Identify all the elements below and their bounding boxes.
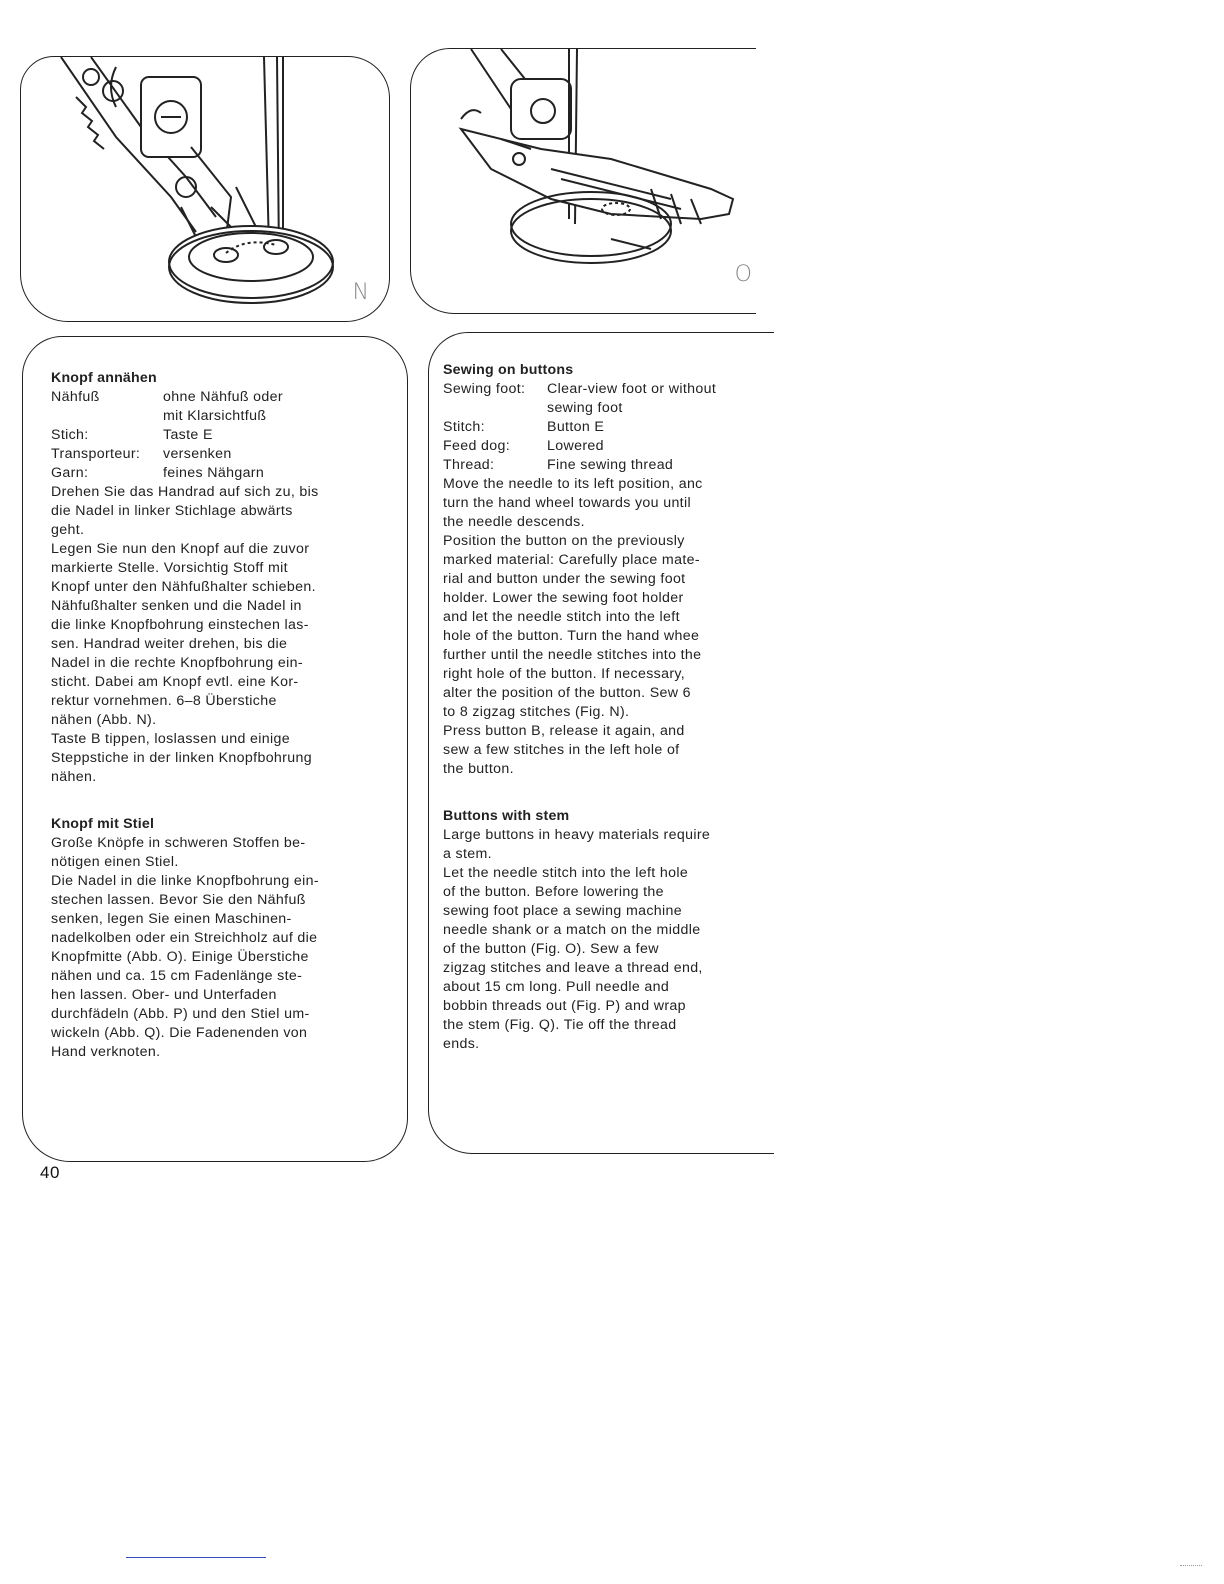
text-line: Let the needle stitch into the left hole xyxy=(443,865,689,881)
english-instructions-panel xyxy=(428,332,774,1154)
german-stem-body xyxy=(51,834,381,1062)
figure-o-label: O xyxy=(734,262,752,287)
german-instructions-panel xyxy=(22,336,408,1162)
text-line: rial and button under the sewing foot xyxy=(443,571,686,587)
text-line: wickeln (Abb. Q). Die Fadenenden von xyxy=(51,1025,308,1041)
text-line: stechen lassen. Bevor Sie den Nähfuß xyxy=(51,892,306,908)
text-line: Steppstiche in der linken Knopfbohrung xyxy=(51,750,312,766)
spec-value: Taste E xyxy=(163,427,213,443)
text-line: ends. xyxy=(443,1036,480,1052)
text-line: durchfädeln (Abb. P) und den Stiel um- xyxy=(51,1006,310,1022)
spec-value: versenken xyxy=(163,446,232,462)
text-line: marked material: Carefully place mate- xyxy=(443,552,700,568)
spec-value: Button E xyxy=(547,419,605,435)
text-line: Move the needle to its left position, anc xyxy=(443,476,703,492)
text-line: nähen. xyxy=(51,769,97,785)
corner-mark xyxy=(1180,1565,1202,1566)
text-line: senken, legen Sie einen Maschinen- xyxy=(51,911,292,927)
text-line: hole of the button. Turn the hand whee xyxy=(443,628,700,644)
spec-label xyxy=(443,399,547,418)
text-line: Position the button on the previously xyxy=(443,533,685,549)
text-line: Die Nadel in die linke Knopfbohrung ein- xyxy=(51,873,319,889)
bottom-rule xyxy=(126,1557,266,1558)
spec-label: Sewing foot: xyxy=(443,381,526,397)
spec-value: sewing foot xyxy=(547,400,623,416)
text-line: hen lassen. Ober- und Unterfaden xyxy=(51,987,277,1003)
text-line: and let the needle stitch into the left xyxy=(443,609,680,625)
text-line: nadelkolben oder ein Streichholz auf die xyxy=(51,930,318,946)
text-line: the stem (Fig. Q). Tie off the thread xyxy=(443,1017,677,1033)
spec-value: mit Klarsichtfuß xyxy=(163,408,267,424)
spec-value: ohne Nähfuß oder xyxy=(163,389,283,405)
text-line: further until the needle stitches into the xyxy=(443,647,702,663)
spec-value: Fine sewing thread xyxy=(547,457,674,473)
text-line: nähen (Abb. N). xyxy=(51,712,157,728)
text-line: to 8 zigzag stitches (Fig. N). xyxy=(443,704,630,720)
spec-row xyxy=(51,445,381,464)
text-line: nähen und ca. 15 cm Fadenlänge ste- xyxy=(51,968,303,984)
spec-label: Stitch: xyxy=(443,419,485,435)
english-specs xyxy=(443,380,761,475)
text-line: Knopfmitte (Abb. O). Einige Überstiche xyxy=(51,949,309,965)
text-line: Hand verknoten. xyxy=(51,1044,161,1060)
text-line: sticht. Dabei am Knopf evtl. eine Kor- xyxy=(51,674,299,690)
text-line: Nähfußhalter senken und die Nadel in xyxy=(51,598,302,614)
spec-value: feines Nähgarn xyxy=(163,465,265,481)
english-content xyxy=(443,361,761,1054)
spec-row xyxy=(51,464,381,483)
spec-row xyxy=(51,426,381,445)
text-line: right hole of the button. If necessary, xyxy=(443,666,686,682)
spec-value: Lowered xyxy=(547,438,604,454)
spec-label: Nähfuß xyxy=(51,389,100,405)
figure-n-label: N xyxy=(352,280,369,305)
spec-label: Transporteur: xyxy=(51,446,141,462)
spec-row xyxy=(443,437,761,456)
figure-n xyxy=(20,56,390,322)
text-line: about 15 cm long. Pull needle and xyxy=(443,979,670,995)
spec-label: Garn: xyxy=(51,465,89,481)
text-line: Große Knöpfe in schweren Stoffen be- xyxy=(51,835,306,851)
spec-label xyxy=(51,407,163,426)
spec-row xyxy=(51,407,381,426)
text-line: Nadel in die rechte Knopfbohrung ein- xyxy=(51,655,303,671)
text-line: Press button B, release it again, and xyxy=(443,723,685,739)
spec-row xyxy=(443,456,761,475)
text-line: alter the position of the button. Sew 6 xyxy=(443,685,691,701)
spec-label: Thread: xyxy=(443,457,495,473)
text-line: rektur vornehmen. 6–8 Überstiche xyxy=(51,693,277,709)
german-stem-title: Knopf mit Stiel xyxy=(51,816,155,832)
text-line: Drehen Sie das Handrad auf sich zu, bis xyxy=(51,484,319,500)
spec-row xyxy=(443,399,761,418)
text-line: the needle descends. xyxy=(443,514,585,530)
text-line: of the button (Fig. O). Sew a few xyxy=(443,941,659,957)
spec-label: Feed dog: xyxy=(443,438,511,454)
text-line: Knopf unter den Nähfußhalter schieben. xyxy=(51,579,316,595)
german-content xyxy=(51,369,381,1062)
text-line: holder. Lower the sewing foot holder xyxy=(443,590,684,606)
english-title: Sewing on buttons xyxy=(443,362,574,378)
text-line: bobbin threads out (Fig. P) and wrap xyxy=(443,998,686,1014)
figure-n-illustration xyxy=(21,57,389,321)
text-line: needle shank or a match on the middle xyxy=(443,922,701,938)
text-line: of the button. Before lowering the xyxy=(443,884,664,900)
text-line: sen. Handrad weiter drehen, bis die xyxy=(51,636,288,652)
text-line: nötigen einen Stiel. xyxy=(51,854,179,870)
english-stem-body xyxy=(443,826,761,1054)
text-line: die linke Knopfbohrung einstechen las- xyxy=(51,617,309,633)
text-line: Taste B tippen, loslassen und einige xyxy=(51,731,290,747)
spec-row xyxy=(443,418,761,437)
text-line: the button. xyxy=(443,761,514,777)
german-body xyxy=(51,483,381,787)
english-body xyxy=(443,475,761,779)
text-line: a stem. xyxy=(443,846,492,862)
spec-value: Clear-view foot or without xyxy=(547,381,717,397)
text-line: geht. xyxy=(51,522,85,538)
text-line: sewing foot place a sewing machine xyxy=(443,903,683,919)
text-line: die Nadel in linker Stichlage abwärts xyxy=(51,503,293,519)
spec-row xyxy=(51,388,381,407)
text-line: markierte Stelle. Vorsichtig Stoff mit xyxy=(51,560,288,576)
text-line: Legen Sie nun den Knopf auf die zuvor xyxy=(51,541,310,557)
text-line: Large buttons in heavy materials require xyxy=(443,827,711,843)
english-stem-title: Buttons with stem xyxy=(443,808,570,824)
german-title: Knopf annähen xyxy=(51,370,157,386)
figure-o xyxy=(410,48,756,314)
page-number: 40 xyxy=(40,1163,60,1182)
german-specs xyxy=(51,388,381,483)
text-line: turn the hand wheel towards you until xyxy=(443,495,691,511)
figure-o-illustration xyxy=(411,49,756,313)
text-line: zigzag stitches and leave a thread end, xyxy=(443,960,703,976)
spec-row xyxy=(443,380,761,399)
text-line: sew a few stitches in the left hole of xyxy=(443,742,680,758)
spec-label: Stich: xyxy=(51,427,89,443)
